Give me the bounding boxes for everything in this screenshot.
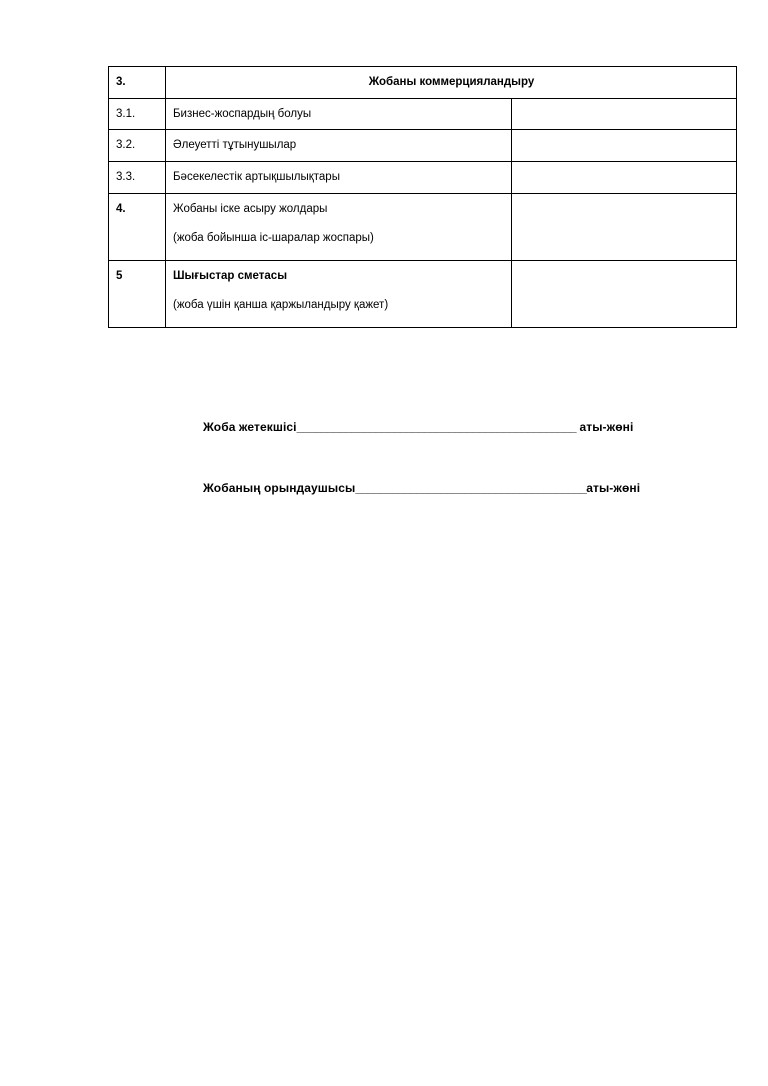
table-row xyxy=(109,67,737,99)
signature-block xyxy=(108,420,736,495)
row-text-main: Жобаны іске асыру жолдары xyxy=(173,202,328,215)
table-row xyxy=(109,98,737,130)
table-row xyxy=(109,193,737,260)
row-text xyxy=(166,260,512,327)
row-text: Бәсекелестік артықшылықтары xyxy=(166,162,512,194)
row-number: 3. xyxy=(109,67,166,99)
row-answer-blank[interactable] xyxy=(512,162,737,194)
row-text: Бизнес-жоспардың болуы xyxy=(166,98,512,130)
row-number: 3.2. xyxy=(109,130,166,162)
row-text-sub: (жоба бойынша іс-шаралар жоспары) xyxy=(173,232,374,245)
project-leader-signature-rule[interactable]: ______________________________________________ xyxy=(296,420,577,434)
table-row xyxy=(109,260,737,327)
row-answer-blank[interactable] xyxy=(512,130,737,162)
row-text xyxy=(166,193,512,260)
row-text-sub: (жоба үшін қанша қаржыландыру қажет) xyxy=(173,299,389,312)
row-number: 5 xyxy=(109,260,166,327)
row-text-main: Шығыстар сметасы xyxy=(173,269,288,282)
table-row xyxy=(109,130,737,162)
row-answer-blank[interactable] xyxy=(512,98,737,130)
project-leader-label: Жоба жетекшісі xyxy=(203,420,297,434)
row-number: 4. xyxy=(109,193,166,260)
row-answer-blank[interactable] xyxy=(512,193,737,260)
project-executor-suffix: аты-жөні xyxy=(586,481,641,495)
table-row xyxy=(109,162,737,194)
project-leader-signature-line xyxy=(108,420,736,434)
project-executor-signature-rule[interactable]: ______________________________________ xyxy=(355,481,587,495)
row-answer-blank[interactable] xyxy=(512,260,737,327)
row-number: 3.3. xyxy=(109,162,166,194)
row-text: Әлеуетті тұтынушылар xyxy=(166,130,512,162)
row-number: 3.1. xyxy=(109,98,166,130)
project-table xyxy=(108,66,737,328)
project-leader-suffix: аты-жөні xyxy=(576,420,634,434)
project-executor-label: Жобаның орындаушысы xyxy=(203,481,356,495)
project-executor-signature-line xyxy=(108,481,736,495)
section-header-title: Жобаны коммерцияландыру xyxy=(166,67,737,99)
